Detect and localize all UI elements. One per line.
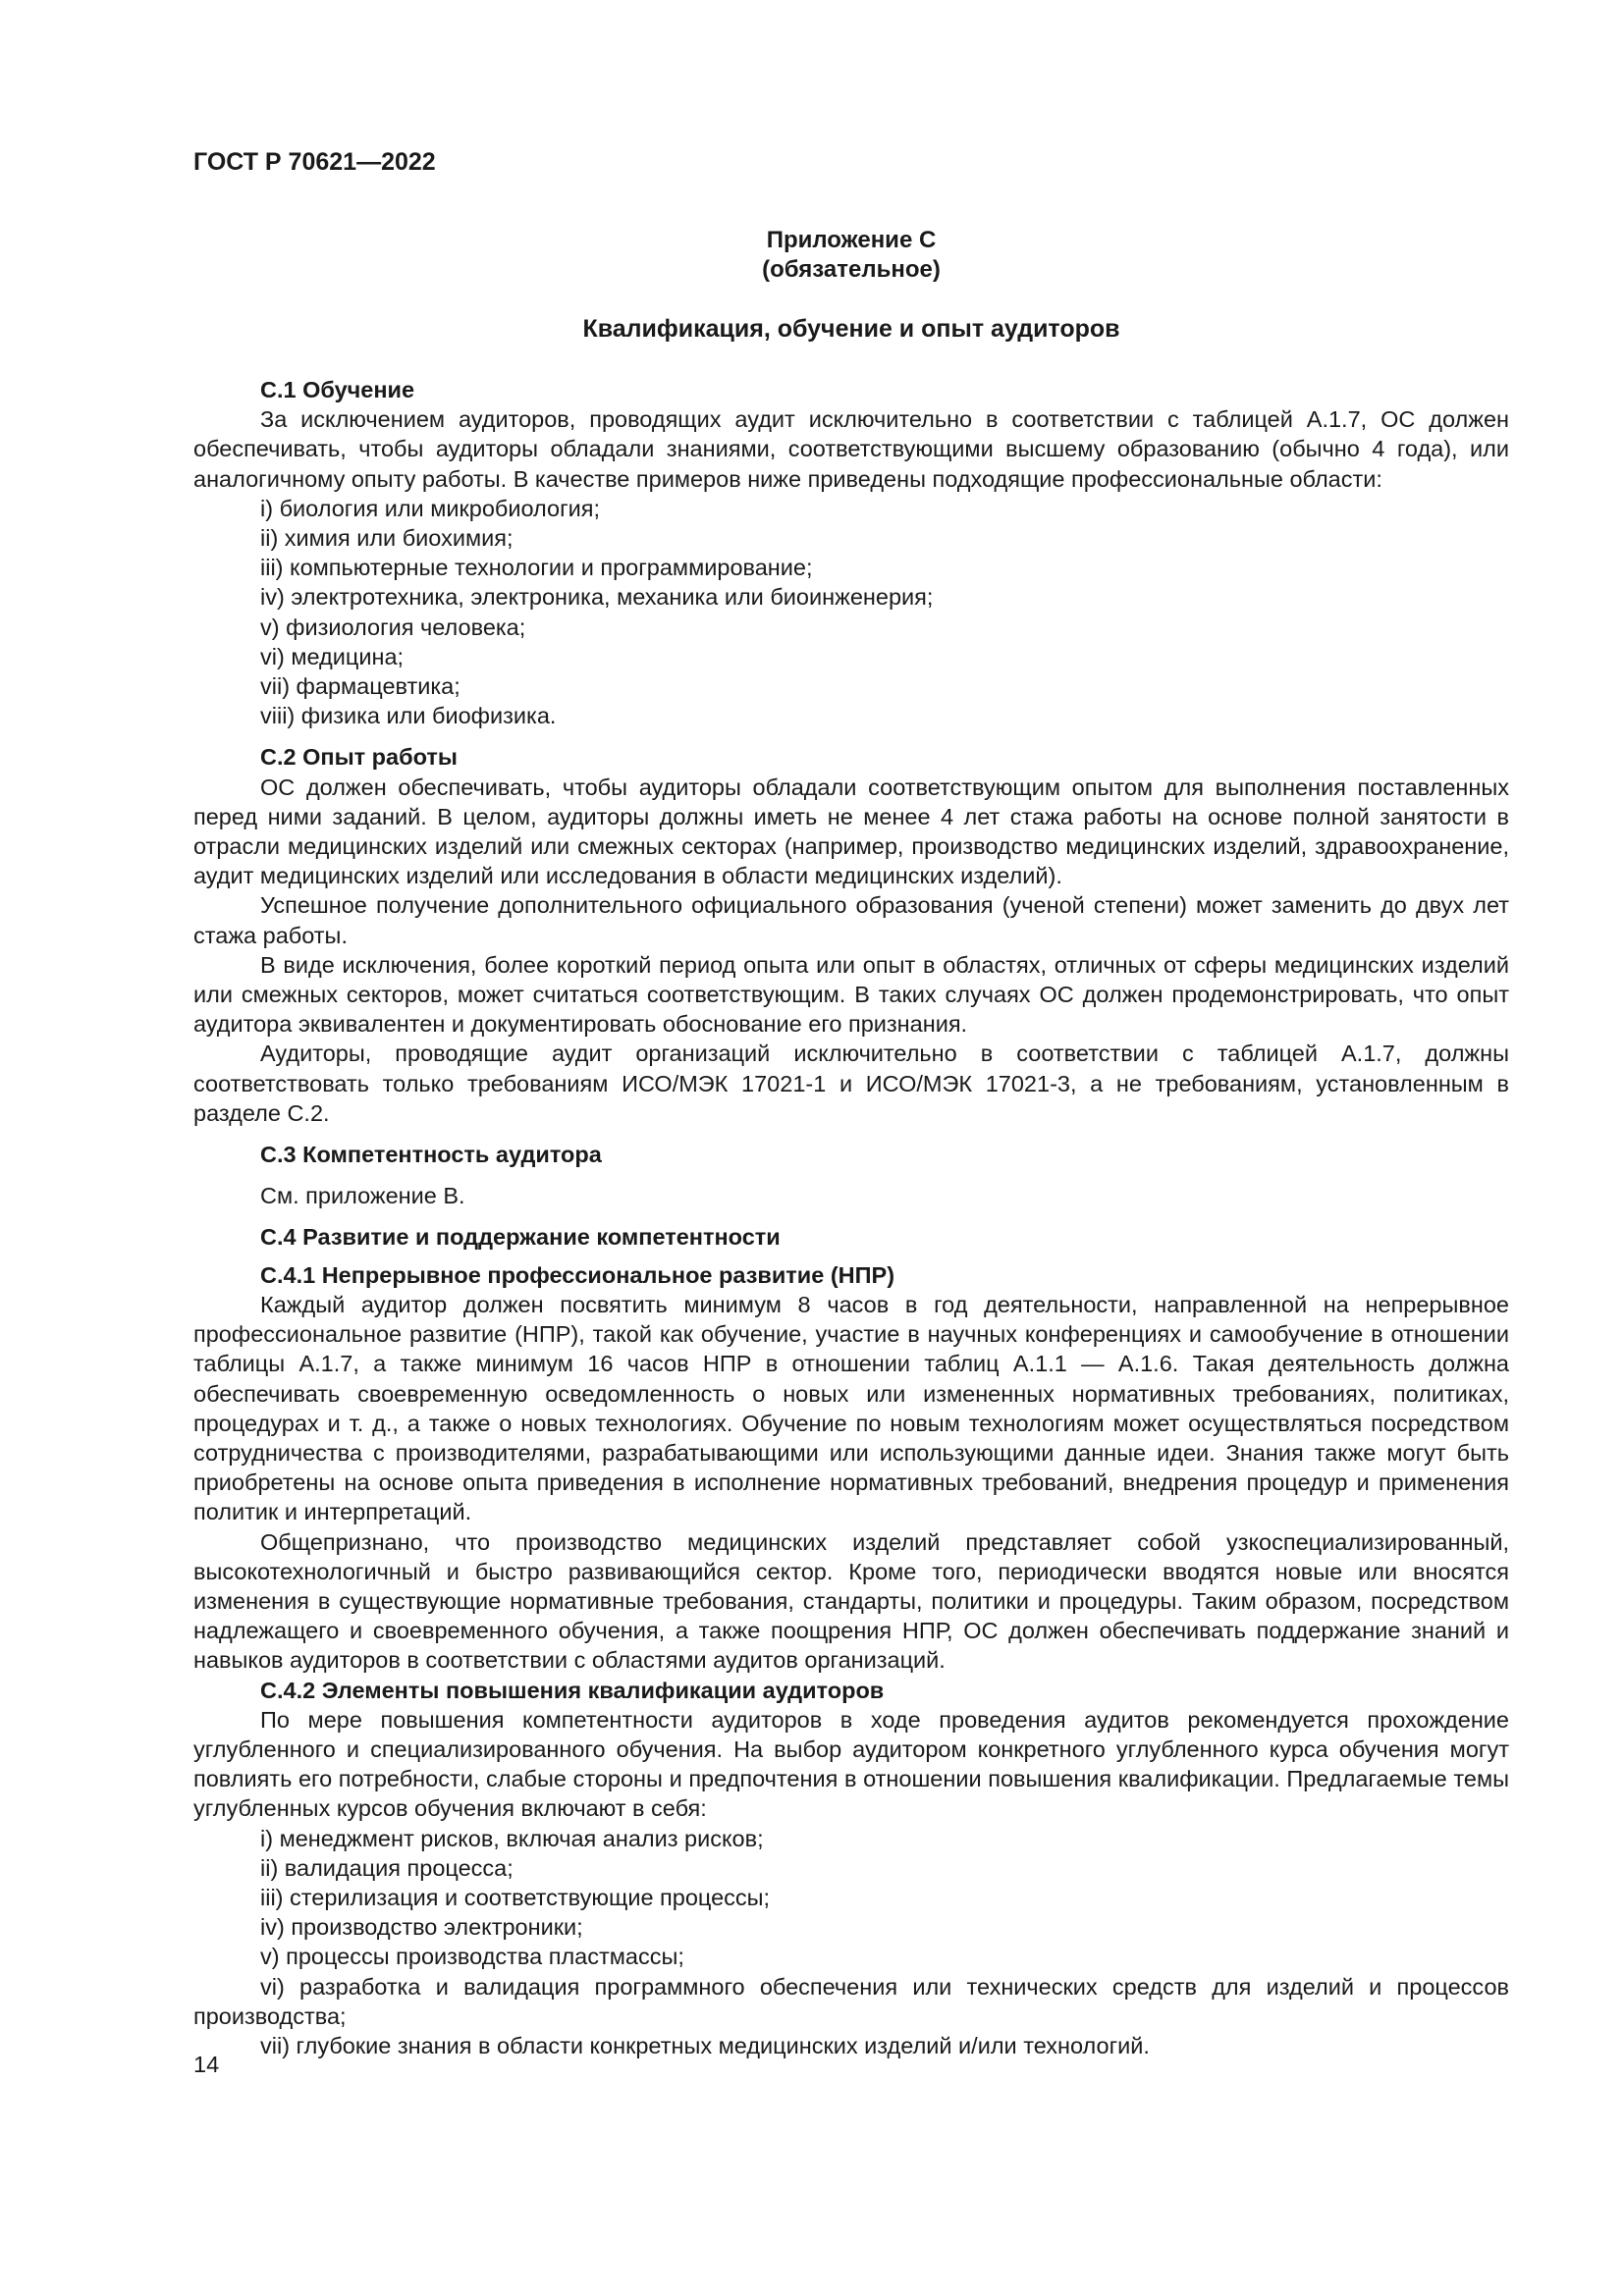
list-item: vii) глубокие знания в области конкретных медицинских изделий и/или технологий. bbox=[260, 2032, 1150, 2058]
section-c42-intro: По мере повышения компетентности аудиторов в ходе проведения аудитов рекомендуется прохождение углубленного и специализированного обучения. На выбор аудитором конкретного углубленного курса обучения могут повлиять его потребности, слабые стороны и предпочтения в отношении повышения квалификации. Предлагаемые темы углубленных курсов обучения включают в себя: bbox=[193, 1706, 1509, 1822]
paragraph: Каждый аудитор должен посвятить минимум 8 часов в год деятельности, направленной на непрерывное профессиональное развитие (НПР), такой как обучение, участие в научных конференциях и самообучение в отношении таблицы А.1.7, а также минимум 16 часов НПР в отношении таблиц А.1.1 — А.1.6. Такая деятельность должна обеспечивать своевременную осведомленность о новых или измененных нормативных требованиях, политиках, процедурах и т. д., а также о новых технологиях. Обучение по новым технологиям может осуществляться посредством сотрудничества с производителями, разрабатывающими или использующими данные идеи. Знания также могут быть приобретены на основе опыта приведения в исполнение нормативных требований, внедрения процедур и применения политик и интерпретаций. bbox=[193, 1291, 1509, 1525]
section-c41-heading: С.4.1 Непрерывное профессиональное развитие (НПР) bbox=[260, 1261, 895, 1288]
section-c1-heading: С.1 Обучение bbox=[260, 377, 415, 402]
list-item: viii) физика или биофизика. bbox=[260, 703, 557, 729]
section-c42-heading: С.4.2 Элементы повышения квалификации аудиторов bbox=[260, 1677, 885, 1703]
list-item: iii) стерилизация и соответствующие процессы; bbox=[260, 1884, 771, 1910]
page-content bbox=[193, 226, 1509, 2060]
paragraph: Успешное получение дополнительного официального образования (ученой степени) может заменить до двух лет стажа работы. bbox=[193, 892, 1509, 948]
list-item: vi) медицина; bbox=[260, 643, 405, 669]
appendix-title: Приложение С bbox=[766, 227, 937, 253]
list-item: ii) химия или биохимия; bbox=[260, 525, 514, 552]
section-c3-text: См. приложение В. bbox=[260, 1183, 465, 1209]
list-item: i) биология или микробиология; bbox=[260, 495, 601, 521]
section-c1-intro: За исключением аудиторов, проводящих аудит исключительно в соответствии с таблицей А.1.7, ОС должен обеспечивать, чтобы аудиторы обладали знаниями, соответствующими высшему образованию (обычно 4 года), или аналогичному опыту работы. В качестве примеров ниже приведены подходящие профессиональные области: bbox=[193, 406, 1509, 492]
list-item: iv) электротехника, электроника, механика или биоинженерия; bbox=[260, 584, 934, 611]
section-c4-heading: С.4 Развитие и поддержание компетентности bbox=[260, 1224, 781, 1251]
list-item: v) физиология человека; bbox=[260, 614, 526, 640]
list-item: v) процессы производства пластмассы; bbox=[260, 1944, 684, 1970]
paragraph: Общепризнано, что производство медицинских изделий представляет собой узкоспециализированный, высокотехнологичный и быстро развивающийся сектор. Кроме того, периодически вводятся новые или вносятся изменения в существующие нормативные требования, стандарты, политики и процедуры. Таким образом, посредством надлежащего и своевременного обучения, а также поощрения НПР, ОС должен обеспечивать поддержание знаний и навыков аудиторов в соответствии с областями аудитов организаций. bbox=[193, 1528, 1509, 1674]
list-item: vii) фармацевтика; bbox=[260, 673, 460, 700]
appendix-status: (обязательное) bbox=[762, 256, 941, 283]
list-item: vi) разработка и валидация программного обеспечения или технических средств для изделий и процессов производства; bbox=[193, 1973, 1509, 2029]
section-c3-heading: С.3 Компетентность аудитора bbox=[260, 1142, 602, 1168]
document-code: ГОСТ Р 70621—2022 bbox=[193, 148, 436, 176]
list-item: ii) валидация процесса; bbox=[260, 1854, 514, 1881]
paragraph: Аудиторы, проводящие аудит организаций исключительно в соответствии с таблицей А.1.7, должны соответствовать только требованиям ИСО/МЭК 17021-1 и ИСО/МЭК 17021-3, а не требованиям, установленным в разделе С.2. bbox=[193, 1041, 1509, 1126]
list-item: i) менеджмент рисков, включая анализ рисков; bbox=[260, 1825, 764, 1851]
paragraph: ОС должен обеспечивать, чтобы аудиторы обладали соответствующим опытом для выполнения поставленных перед ними заданий. В целом, аудиторы должны иметь не менее 4 лет стажа работы на основе полной занятости в отрасли медицинских изделий или смежных секторах (например, производство медицинских изделий, здравоохранение, аудит медицинских изделий или исследования в области медицинских изделий). bbox=[193, 774, 1509, 889]
list-item: iii) компьютерные технологии и программирование; bbox=[260, 555, 813, 581]
paragraph: В виде исключения, более короткий период опыта или опыт в областях, отличных от сферы медицинских изделий или смежных секторов, может считаться соответствующим. В таких случаях ОС должен продемонстрировать, что опыт аудитора эквивалентен и документировать обоснование его признания. bbox=[193, 951, 1509, 1038]
page-number: 14 bbox=[193, 2052, 220, 2077]
appendix-heading: Квалификация, обучение и опыт аудиторов bbox=[582, 315, 1120, 343]
section-c2-heading: С.2 Опыт работы bbox=[260, 744, 458, 771]
list-item: iv) производство электроники; bbox=[260, 1914, 583, 1941]
